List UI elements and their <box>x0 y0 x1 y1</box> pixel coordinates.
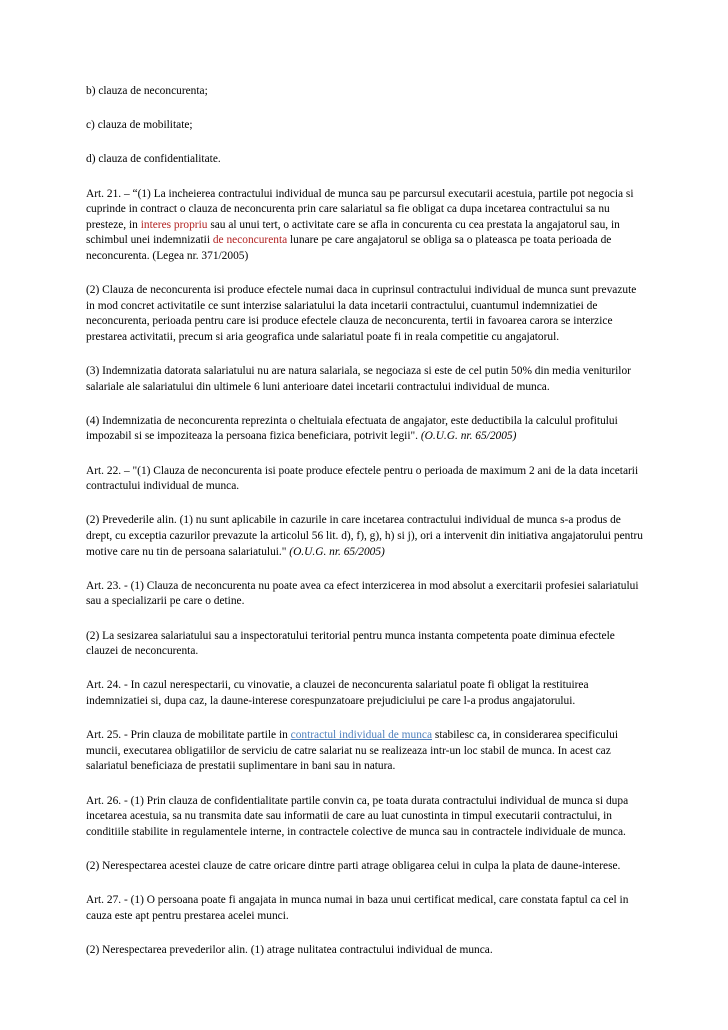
paragraph-art22-2 <box>86 513 644 560</box>
paragraph-text: Art. 25. - Prin clauza de mobilitate partile in <box>86 729 291 742</box>
paragraph-text: stabilesc ca, in considerarea specificului muncii, executarea obligatiilor de serviciu de catre salariat nu se realizeaza intr-un loc stabil de munca. In acest caz salariatul beneficiaza de prestatii suplimentare in bani sau in natura. <box>86 729 619 773</box>
document-page <box>86 84 644 977</box>
highlighted-term: de neconcurenta <box>212 234 288 247</box>
paragraph-art24 <box>86 678 644 709</box>
paragraph-art21-3 <box>86 364 644 395</box>
source-citation: (O.U.G. nr. 65/2005) <box>420 430 517 443</box>
paragraph-art27-2 <box>86 943 644 959</box>
paragraph-text: Art. 24. - In cazul nerespectarii, cu vinovatie, a clauzei de neconcurenta salariatul poate fi obligat la restituirea indemnizatiei si, dupa caz, la daune-interese corespunzatoare prejudiciului pe care l-a produs angajatorului. <box>86 679 589 707</box>
paragraph-text: (2) Nerespectarea prevederilor alin. (1) atrage nulitatea contractului individual de munca. <box>86 943 493 956</box>
paragraph-text: Art. 22. – "(1) Clauza de neconcurenta isi poate produce efectele pentru o perioada de maximum 2 ani de la data incetarii contractului individual de munca. <box>86 464 639 493</box>
paragraph-text: (2) Clauza de neconcurenta isi produce efectele numai daca in cuprinsul contractului individual de munca sunt prevazute in mod concret activitatile ce sunt interzise salariatului la data incetarii contractului, cuantumul indemnizatiei de neconcurenta, perioada pentru care isi produce efectele clauza de neconcurenta, tertii in favoarea carora se interzice prestarea activitatii, precum si aria geografica unde salariatul poate fi in reala competitie cu angajatorul. <box>86 284 637 343</box>
paragraph-text: sau al unui tert, o activitate care se afla in concurenta cu cea prestata la angajatorul sau, in schimbul unei indemnizatii <box>86 218 620 247</box>
paragraph-text: Art. 27. - (1) O persoana poate fi angajata in munca numai in baza unui certificat medical, care constata faptul ca cel in cauza este apt pentru prestarea acelei munci. <box>86 894 629 922</box>
paragraph-art26-2 <box>86 859 644 875</box>
paragraph-text: lunare pe care angajatorul se obliga sa o plateasca pe toata perioada de neconcurenta. (Legea nr. 371/2005) <box>86 234 612 262</box>
paragraph-art21-4 <box>86 414 644 445</box>
paragraph-text: (3) Indemnizatia datorata salariatului nu are natura salariala, se negociaza si este de cel putin 50% din media veniturilor salariale ale salariatului din ultimele 6 luni anterioare datei incetarii contractului individual de munca. <box>86 365 631 393</box>
paragraph-art22-1 <box>86 464 644 495</box>
paragraph-art26-1 <box>86 794 644 841</box>
paragraph-text: (4) Indemnizatia de neconcurenta reprezinta o cheltuiala efectuata de angajator, este deductibila la calculul profitului impozabil si se impoziteaza la persoana fizica beneficiara, potrivit legii". <box>86 414 618 443</box>
paragraph-text: Art. 23. - (1) Clauza de neconcurenta nu poate avea ca efect interzicerea in mod absolut a exercitarii profesiei salariatului sau a specializarii pe care o detine. <box>86 579 639 608</box>
paragraph-text: Art. 26. - (1) Prin clauza de confidentialitate partile convin ca, pe toata durata contractului individual de munca si dupa incetarea acestuia, sa nu transmita date sau informatii de care au luat cunostinta in timpul executarii contractului, in conditiile stabilite in regulamentele interne, in contractele colective de munca sau in contractele individuale de munca. <box>86 794 629 838</box>
paragraph-text: (2) Nerespectarea acestei clauze de catre oricare dintre parti atrage obligarea celui in culpa la plata de daune-interese. <box>86 859 621 872</box>
paragraph-art27-1 <box>86 893 644 924</box>
paragraph-text: d) clauza de confidentialitate. <box>86 153 221 166</box>
paragraph-text: b) clauza de neconcurenta; <box>86 85 208 97</box>
paragraph-text: (2) La sesizarea salariatului sau a inspectoratului teritorial pentru munca instanta competenta poate diminua efectele clauzei de neconcurenta. <box>86 629 615 658</box>
source-citation: (O.U.G. nr. 65/2005) <box>289 545 385 558</box>
highlighted-term: interes propriu <box>140 218 208 231</box>
contract-link[interactable]: contractul individual de munca <box>290 729 433 742</box>
paragraph-art25 <box>86 728 644 775</box>
paragraph-p-d <box>86 152 644 168</box>
paragraph-art21-1 <box>86 187 644 265</box>
paragraph-text: (2) Prevederile alin. (1) nu sunt aplicabile in cazurile in care incetarea contractului individual de munca s-a produs de drept, cu exceptia cazurilor prevazute la articolul 56 lit. d), f), g), h) si j), ori a intervenit din initiativa angajatorului pentru motive care nu tin de persoana salariatului." <box>86 514 643 558</box>
paragraph-text: c) clauza de mobilitate; <box>86 119 193 132</box>
paragraph-p-b <box>86 84 644 100</box>
paragraph-art23-2 <box>86 629 644 660</box>
paragraph-art21-2 <box>86 283 644 345</box>
paragraph-p-c <box>86 118 644 134</box>
paragraph-text: Art. 21. – “(1) La incheierea contractului individual de munca sau pe parcursul executarii acestuia, partile pot negocia si cuprinde in contract o clauza de neconcurenta prin care salariatul sa fie obligat ca dupa incetarea contractului sa nu presteze, in <box>86 187 634 231</box>
paragraph-art23-1 <box>86 579 644 610</box>
